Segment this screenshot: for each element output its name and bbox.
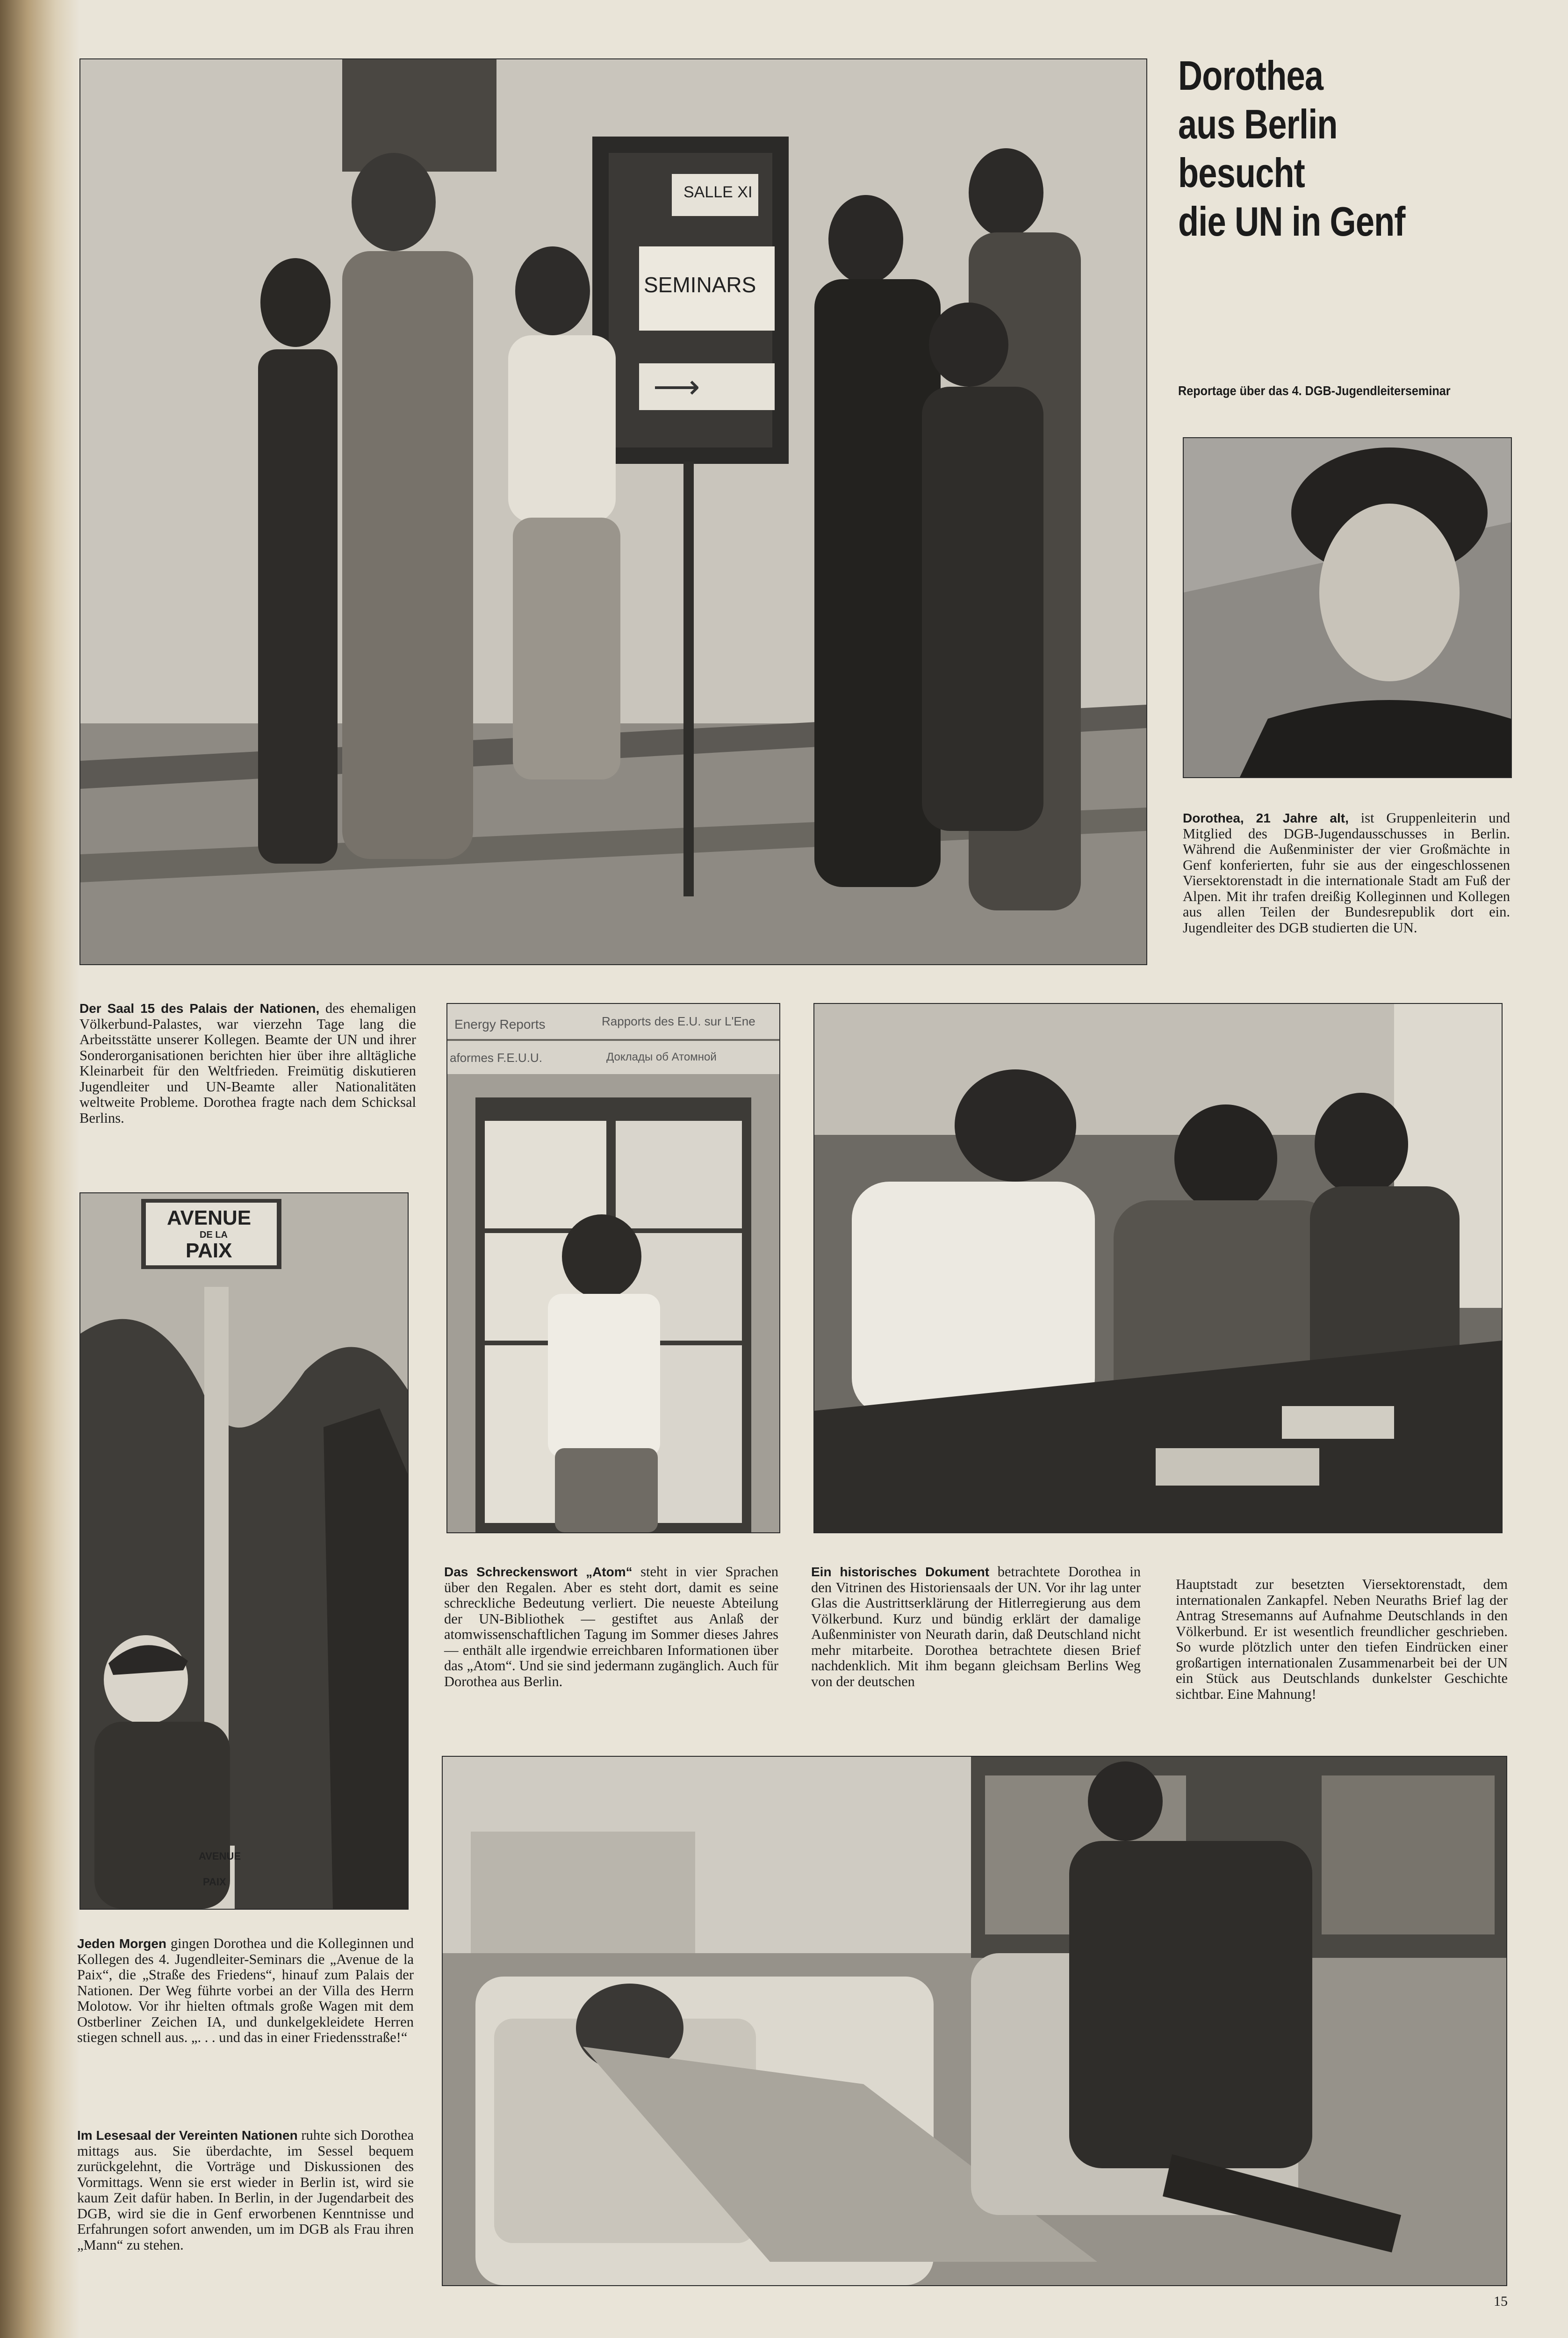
photo-seminar-group (79, 58, 1147, 965)
caption-dokument (811, 1564, 1141, 1689)
banner-rapports: Rapports des E.U. sur L'Ene (602, 1014, 755, 1028)
caption-lesesaal-lead: Im Lesesaal der Vereinten Nationen (77, 2128, 298, 2143)
caption-morgen (77, 1936, 414, 2046)
photo-atom-library (446, 1003, 780, 1533)
sign-salle-label: SALLE XI (683, 183, 753, 201)
caption-saal (79, 1001, 416, 1126)
caption-portrait-text: ist Gruppenleiterin und Mitglied des DGB-Jugendausschusses in Berlin. Während die Außenminister der vier Großmächte in Genf konferierten, fuhr sie aus der eingeschlossenen Viersektorenstadt in die internationale Stadt am Fuß der Alpen. Mit ihr trafen dreißig Kolleginnen und Kollegen aus allen Teilen der Bundesrepublik dort ein. Jugendleiter des DGB studierten die UN. (1183, 810, 1510, 936)
caption-atom (444, 1564, 778, 1689)
sign-paix: PAIX (186, 1239, 232, 1262)
headline-line-4: die UN in Genf (1178, 198, 1405, 245)
caption-dokument-cont-text: Hauptstadt zur besetzten Viersektorenstadt, dem internationalen Zankapfel. Neben Neuraths Brief lag der Antrag Stresemanns auf Aufnahme Deutschlands in den Völkerbund. Er ist wesentlich freundlicher geschrieben. So wurde plötzlich unter den tiefen Eindrücken einer großartigen internationalen Zusammenarbeit bei der UN ein Stück aus Deutschlands dunkelster Geschichte sichtbar. Eine Mahnung! (1176, 1576, 1508, 1702)
caption-atom-lead: Das Schreckenswort „Atom“ (444, 1565, 633, 1579)
caption-atom-text: steht in vier Sprachen über den Regalen. Aber es steht dort, damit es seine schreckliche Bedeutung verliert. Die neueste Abteilung der UN-Bibliothek — gestiftet aus Anlaß der atomwissenschaftlichen Tagung im Sommer dieses Jahres — enthält alle irgendwie erreichbaren Informationen über das „Atom“. Und sie sind jedermann zugänglich. Auch für Dorothea aus Berlin. (444, 1564, 778, 1689)
caption-morgen-lead: Jeden Morgen (77, 1936, 167, 1951)
post-paix: PAIX (203, 1876, 226, 1888)
headline-line-3: besucht (1178, 150, 1305, 196)
caption-saal-lead: Der Saal 15 des Palais der Nationen, (79, 1001, 320, 1016)
sign-seminars-label: SEMINARS (644, 273, 756, 297)
photo-historic-document (813, 1003, 1503, 1533)
arrow-right-icon: ⟶ (653, 368, 700, 406)
post-avenue: AVENUE (199, 1850, 241, 1862)
page-number: 15 (1494, 2294, 1508, 2309)
caption-lesesaal (77, 2128, 414, 2253)
caption-dokument-lead: Ein historisches Dokument (811, 1565, 990, 1579)
photo-dorothea-portrait (1183, 437, 1512, 778)
subheadline: Reportage über das 4. DGB-Jugendleiterseminar (1178, 383, 1451, 398)
photo-avenue-de-la-paix (79, 1192, 409, 1910)
caption-portrait (1183, 810, 1510, 936)
sign-avenue: AVENUE (167, 1206, 252, 1229)
banner-informes: aformes F.E.U.U. (450, 1051, 542, 1065)
magazine-binding-shadow (0, 0, 79, 2338)
banner-energy-reports: Energy Reports (454, 1017, 546, 1032)
banner-russian: Доклады об Атомной (606, 1051, 717, 1063)
sign-de-la: DE LA (200, 1230, 228, 1240)
headline-line-1: Dorothea (1178, 52, 1323, 99)
caption-saal-text: des ehemaligen Völkerbund-Palastes, war vierzehn Tage lang die Arbeitsstätte unserer Kollegen. Beamte der UN und ihrer Sonderorganisationen berichten hier über ihre alltägliche Kleinarbeit für den Weltfrieden. Freimütig diskutieren Jugendleiter und UN-Beamte aller Nationalitäten weltweite Probleme. Dorothea fragte nach dem Schicksal Berlins. (79, 1000, 416, 1126)
caption-portrait-lead: Dorothea, 21 Jahre alt, (1183, 811, 1349, 825)
photo-reading-room (442, 1756, 1507, 2286)
headline-line-2: aus Berlin (1178, 101, 1338, 147)
caption-dokument-continued (1176, 1577, 1508, 1702)
caption-morgen-text: gingen Dorothea und die Kolleginnen und Kollegen des 4. Jugendleiter-Seminars die „Avenue de la Paix“, die „Straße des Friedens“, hinauf zum Palais der Nationen. Der Weg führte vorbei an der Villa des Herrn Molotow. Vor ihr hielten oftmals große Wagen mit dem Ostberliner Zeichen IA, und dunkelgekleidete Herren stiegen schnell aus. „. . . und das in einer Friedensstraße!“ (77, 1935, 414, 2045)
caption-dokument-text: betrachtete Dorothea in den Vitrinen des Historiensaals der UN. Vor ihr lag unter Glas die Austrittserklärung der Hitlerregierung aus dem Völkerbund. Kurz und bündig erklärt der damalige Außenminister von Neurath darin, daß Deutschland nicht mehr mitarbeite. Dorothea betrachtete diesen Brief nachdenklich. Mit ihm begann gleichsam Berlins Weg von der deutschen (811, 1564, 1141, 1689)
headline (1178, 51, 1446, 246)
caption-lesesaal-text: ruhte sich Dorothea mittags aus. Sie überdachte, im Sessel bequem zurückgelehnt, die Vorträge und Diskussionen des Vormittags. Wenn sie erst wieder in Berlin ist, wird sie kaum Zeit dafür haben. In Berlin, in der Jugendarbeit des DGB, wird sie die in Genf erworbenen Kenntnisse und Erfahrungen sofort anwenden, um im DGB als Frau ihren „Mann“ zu stehen. (77, 2127, 414, 2253)
